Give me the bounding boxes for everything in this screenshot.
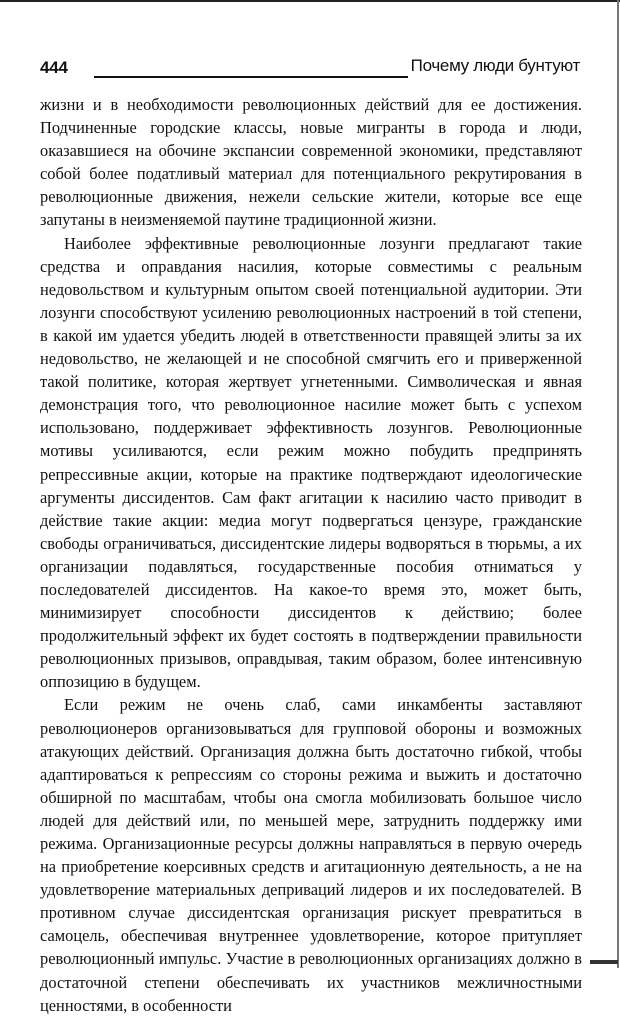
page-right-edge <box>617 0 619 968</box>
running-header <box>40 54 580 82</box>
scan-edge-mark <box>590 960 618 964</box>
paragraph: Если режим не очень слаб, сами инкамбенты заставляют революционеров организовываться для групповой обороны и возможных атакующих действий. Организация должна быть достаточно гибкой, чтобы адаптироваться к репрессиям со стороны режима и выжить и достаточно обширной по масштабам, чтобы она смогла мобилизовать большое число людей для действий или, по меньшей мере, затруднить поддержку ими режима. Организационные ресурсы должны направляться в первую очередь на приобретение коерсивных средств и агитационную деятельность, а не на удовлетворение материальных деприваций лидеров и их последователей. В противном случае диссидентская организация рискует превратиться в самоцель, обеспечивая внутреннее удовлетворение, которое притупляет революционный импульс. Участие в революционных организациях должно в достаточной степени обеспечивать их участников межличностными ценностями, в особенности <box>40 695 582 1015</box>
header-rule <box>94 76 408 78</box>
paragraph-continued: жизни и в необходимости революционных действий для ее достижения. Подчиненные городские классы, новые мигранты в города и люди, оказавшиеся на обочине экспансии современной экономики, представляют собой более податливый материал для потенциального рекрутирования в революционные движения, нежели сельские жители, которые все еще запутаны в неизменяемой паутине традиционной жизни. <box>40 95 582 230</box>
body-text <box>40 93 582 1017</box>
page-top-edge <box>0 0 620 2</box>
paragraph: Наиболее эффективные революционные лозунги предлагают такие средства и оправдания насилия, которые совместимы с реальным недовольством и культурным опытом своей потенциальной аудитории. Эти лозунги способствуют усилению революционных настроений в той степени, в какой им удается убедить людей в ответственности правящей элиты за их недовольство, не желающей и не способной смягчить его и приверженной такой политике, которая жертвует угнетенными. Символическая и явная демонстрация того, что революционное насилие может быть с успехом использовано, поддерживает эффективность лозунгов. Революционные мотивы усиливаются, если режим можно побудить предпринять репрессивные акции, которые на практике подтверждают идеологические аргументы диссидентов. Сам факт агитации к насилию часто приводит в действие такие акции: медиа могут подвергаться цензуре, гражданские свободы ограничиваться, диссидентские лидеры водворяться в тюрьмы, а их организации подавляться, государственные пособия отниматься у последователей диссидентов. На какое-то время это, может быть, минимизирует способности диссидентов к действию; более продолжительный эффект их будет состоять в подтверждении правильности революционных призывов, оправдывая, таким образом, более интенсивную оппозицию в будущем. <box>40 233 582 692</box>
page-number: 444 <box>40 58 68 77</box>
running-title: Почему люди бунтуют <box>410 56 580 75</box>
